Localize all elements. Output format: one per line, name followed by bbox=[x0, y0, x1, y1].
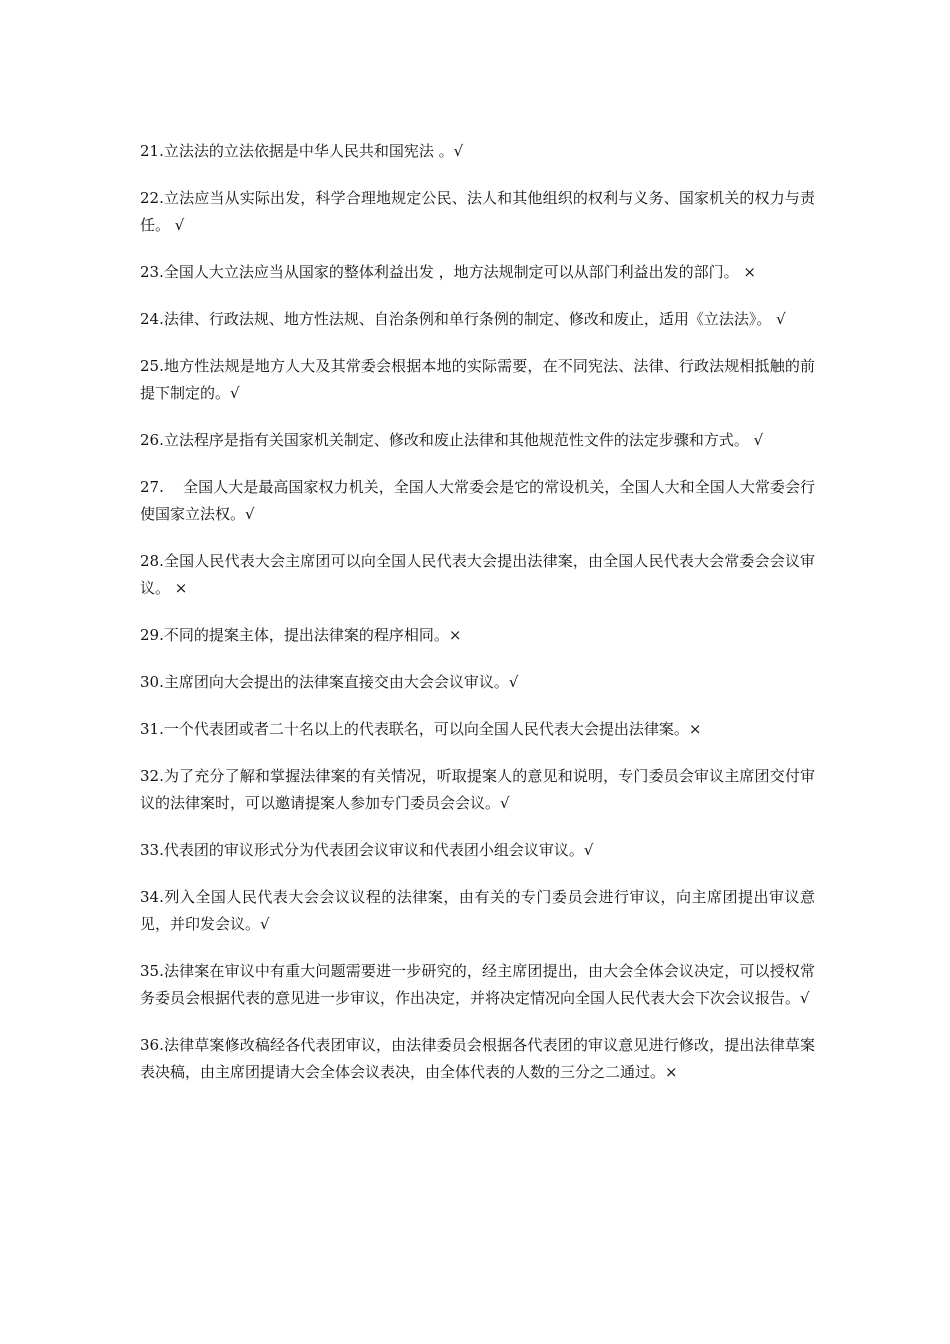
list-item bbox=[140, 185, 815, 239]
list-item bbox=[140, 669, 815, 696]
item-text: 立法程序是指有关国家机关制定、修改和废止法律和其他规范性文件的法定步骤和方式。 √ bbox=[163, 431, 764, 449]
item-text: 法律草案修改稿经各代表团审议，由法律委员会根据各代表团的审议意见进行修改，提出法律草案表决稿，由主席团提请大会全体会议表决，由全体代表的人数的三分之二通过。× bbox=[140, 1036, 815, 1081]
item-text: 立法应当从实际出发，科学合理地规定公民、法人和其他组织的权利与义务、国家机关的权力与责任。 √ bbox=[140, 189, 815, 234]
list-item bbox=[140, 884, 815, 938]
item-text: 地方性法规是地方人大及其常委会根据本地的实际需要，在不同宪法、法律、行政法规相抵触的前提下制定的。√ bbox=[140, 357, 815, 402]
item-text: 为了充分了解和掌握法律案的有关情况，听取提案人的意见和说明，专门委员会审议主席团交付审议的法律案时，可以邀请提案人参加专门委员会会议。√ bbox=[140, 767, 815, 812]
item-text: 一个代表团或者二十名以上的代表联名，可以向全国人民代表大会提出法律案。× bbox=[163, 720, 702, 738]
item-number: 26. bbox=[140, 431, 164, 449]
item-text: 法律案在审议中有重大问题需要进一步研究的，经主席团提出，由大会全体会议决定，可以授权常务委员会根据代表的意见进一步审议，作出决定，并将决定情况向全国人民代表大会下次会议报告。√ bbox=[140, 962, 815, 1007]
item-text: 代表团的审议形式分为代表团会议审议和代表团小组会议审议。√ bbox=[163, 841, 594, 859]
list-item bbox=[140, 353, 815, 407]
item-text: 主席团向大会提出的法律案直接交由大会会议审议。√ bbox=[163, 673, 519, 691]
item-number: 34. bbox=[140, 888, 164, 906]
item-number: 25. bbox=[140, 357, 164, 375]
item-text: 不同的提案主体，提出法律案的程序相同。× bbox=[163, 626, 462, 644]
list-item bbox=[140, 837, 815, 864]
item-number: 29. bbox=[140, 626, 164, 644]
item-number: 33. bbox=[140, 841, 164, 859]
list-item bbox=[140, 763, 815, 817]
item-number: 24. bbox=[140, 310, 164, 328]
list-item bbox=[140, 427, 815, 454]
item-text: 全国人大是最高国家权力机关，全国人大常委会是它的常设机关，全国人大和全国人大常委会行使国家立法权。√ bbox=[140, 478, 815, 523]
list-item bbox=[140, 958, 815, 1012]
item-number: 23. bbox=[140, 263, 164, 281]
item-number: 30. bbox=[140, 673, 164, 691]
question-list bbox=[140, 138, 815, 1106]
item-number: 36. bbox=[140, 1036, 164, 1054]
list-item bbox=[140, 622, 815, 649]
item-text: 列入全国人民代表大会会议议程的法律案，由有关的专门委员会进行审议，向主席团提出审议意见，并印发会议。√ bbox=[140, 888, 815, 933]
item-number: 21. bbox=[140, 142, 164, 160]
item-text: 全国人民代表大会主席团可以向全国人民代表大会提出法律案，由全国人民代表大会常委会会议审议。 × bbox=[140, 552, 815, 597]
item-text: 全国人大立法应当从国家的整体利益出发 ，地方法规制定可以从部门利益出发的部门。 × bbox=[163, 263, 756, 281]
list-item bbox=[140, 1032, 815, 1086]
item-number: 22. bbox=[140, 189, 164, 207]
list-item bbox=[140, 306, 815, 333]
item-number: 27. bbox=[140, 478, 164, 496]
item-number: 32. bbox=[140, 767, 164, 785]
list-item bbox=[140, 138, 815, 165]
item-number: 35. bbox=[140, 962, 164, 980]
item-text: 立法法的立法依据是中华人民共和国宪法 。√ bbox=[163, 142, 464, 160]
list-item bbox=[140, 716, 815, 743]
list-item bbox=[140, 548, 815, 602]
list-item bbox=[140, 259, 815, 286]
item-number: 28. bbox=[140, 552, 164, 570]
item-text: 法律、行政法规、地方性法规、自治条例和单行条例的制定、修改和废止，适用《立法法》。 √ bbox=[163, 310, 786, 328]
list-item bbox=[140, 474, 815, 528]
item-number: 31. bbox=[140, 720, 164, 738]
